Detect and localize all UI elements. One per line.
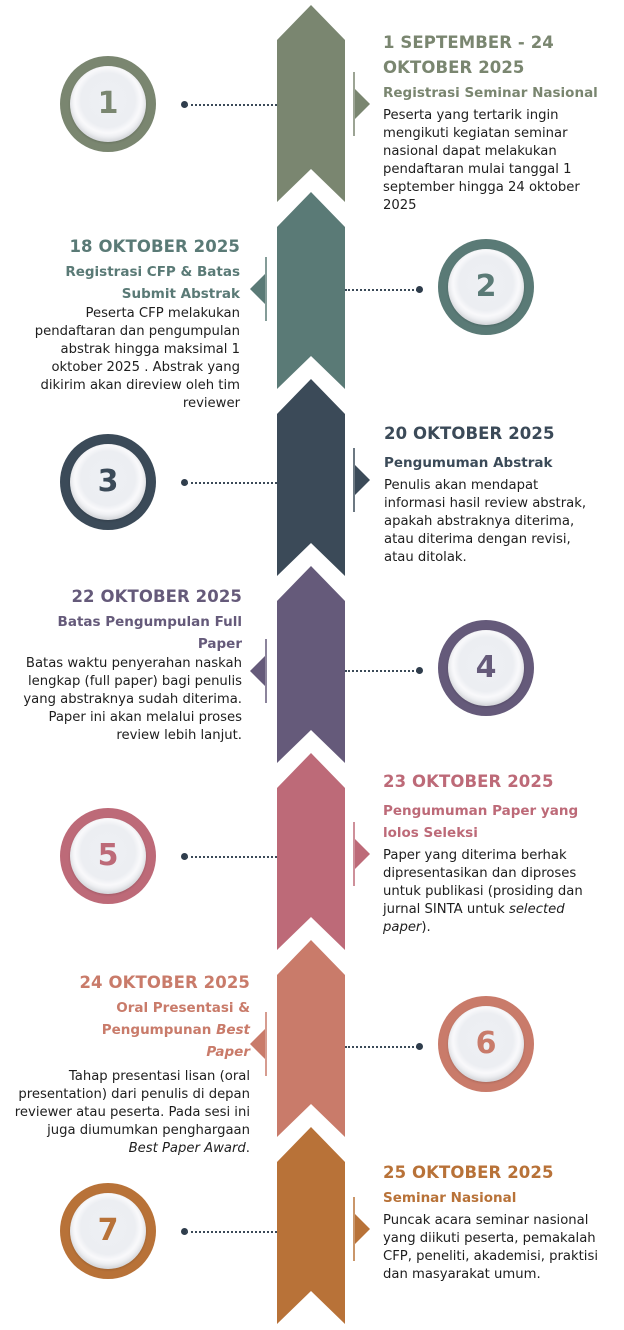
step-6-number-badge (438, 996, 534, 1092)
dotted-connector (345, 1046, 418, 1048)
step-date: 22 OKTOBER 2025 (71, 587, 242, 606)
pointer-marker-right (353, 448, 373, 544)
pointer-marker-right (353, 72, 373, 168)
dotted-connector (186, 104, 277, 106)
timeline-segment-4 (277, 566, 345, 766)
dotted-connector (186, 856, 277, 858)
step-title: Registrasi Seminar Nasional (383, 85, 598, 101)
step-description: Batas waktu penyerahan naskah lengkap (full paper) bagi penulis yang abstraknya sudah diterima. Paper ini akan melalui proses review lebih lanjut. (23, 656, 242, 743)
dotted-connector (186, 482, 277, 484)
step-3-content (384, 421, 614, 567)
step-description (383, 847, 598, 937)
step-title (10, 997, 250, 1063)
description-text-end: . (245, 1141, 250, 1156)
step-description: Peserta yang tertarik ingin mengikuti kegiatan seminar nasional dapat melakukan pendaftaran mulai tanggal 1 september hingga 24 oktober 2025 (383, 108, 580, 213)
pointer-marker-left (249, 257, 269, 353)
step-1-content (383, 30, 613, 215)
step-7-number-badge (60, 1183, 156, 1279)
step-6-content (10, 970, 250, 1158)
step-title: Seminar Nasional (383, 1190, 517, 1206)
pointer-marker-left (249, 1012, 269, 1108)
dotted-connector (345, 670, 418, 672)
step-1-number-badge (60, 56, 156, 152)
step-description: Penulis akan mendapat informasi hasil review abstrak, apakah abstraknya diterima, atau diterima dengan revisi, atau ditolak. (384, 478, 587, 565)
step-5-number-badge (60, 808, 156, 904)
description-text-end: ). (421, 920, 431, 935)
step-description (10, 1068, 250, 1158)
step-4-number-badge (438, 620, 534, 716)
pointer-marker-right (353, 1197, 373, 1293)
step-number: 1 (97, 86, 119, 121)
step-title: Registrasi CFP & Batas Submit Abstrak (65, 264, 240, 302)
dotted-connector (345, 289, 418, 291)
step-date: 23 OKTOBER 2025 (383, 772, 554, 791)
step-2-number-badge (438, 239, 534, 335)
description-text: Paper yang diterima berhak dipresentasikan dan diproses untuk publikasi (prosiding dan jurnal SINTA untuk (383, 848, 583, 917)
timeline-segment-2 (277, 192, 345, 392)
step-title: Batas Pengumpulan Full Paper (57, 614, 242, 652)
description-emphasis: selected paper (383, 902, 565, 935)
step-description: Puncak acara seminar nasional yang diikuti peserta, pemakalah CFP, peneliti, akademisi, praktisi dan masyarakat umum. (383, 1213, 598, 1282)
step-date: 24 OKTOBER 2025 (79, 973, 250, 992)
step-description: Peserta CFP melakukan pendaftaran dan pengumpulan abstrak hingga maksimal 1 oktober 2025 . Abstrak yang dikirim akan direview oleh tim reviewer (34, 306, 240, 411)
step-number: 5 (97, 838, 119, 873)
step-number: 3 (97, 464, 119, 499)
step-3-number-badge (60, 434, 156, 530)
title-emphasis: Best Paper (206, 1022, 250, 1060)
description-text: Tahap presentasi lisan (oral presentation) dari penulis di depan reviewer atau peserta. Pada sesi ini juga diumumkan penghargaan (14, 1069, 250, 1138)
step-date: 1 SEPTEMBER - 24 OKTOBER 2025 (383, 33, 554, 77)
timeline-segment-6 (277, 940, 345, 1140)
timeline-segment-7 (277, 1127, 345, 1327)
step-date: 20 OKTOBER 2025 (384, 424, 555, 443)
timeline-segment-3 (277, 379, 345, 579)
pointer-marker-right (353, 822, 373, 918)
step-title: Pengumuman Paper yang lolos Seleksi (383, 803, 579, 841)
connector-dot (416, 286, 423, 293)
description-emphasis: Best Paper Award (128, 1141, 246, 1156)
dotted-connector (186, 1231, 277, 1233)
timeline-segment-1 (277, 5, 345, 205)
pointer-marker-left (249, 639, 269, 735)
step-number: 6 (475, 1026, 497, 1061)
step-number: 4 (475, 650, 497, 685)
step-4-content (4, 584, 242, 745)
connector-dot (416, 1043, 423, 1050)
step-number: 2 (475, 269, 497, 304)
step-7-content (383, 1160, 618, 1284)
step-date: 25 OKTOBER 2025 (383, 1163, 554, 1182)
step-2-content (10, 234, 240, 413)
step-5-content (383, 769, 613, 937)
step-date: 18 OKTOBER 2025 (69, 237, 240, 256)
timeline-segment-5 (277, 753, 345, 953)
step-title: Pengumuman Abstrak (384, 455, 553, 471)
step-number: 7 (97, 1213, 119, 1248)
title-text: Oral Presentasi & Pengumpunan (101, 1000, 250, 1038)
connector-dot (416, 667, 423, 674)
